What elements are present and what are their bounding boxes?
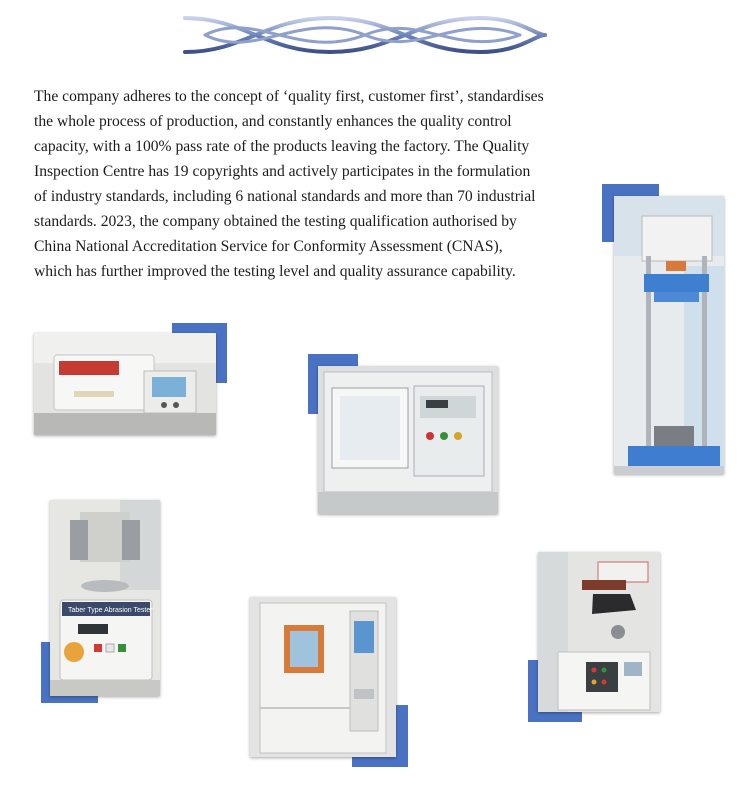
climate-test-chamber-image — [250, 597, 396, 757]
electrical-test-cabinet-image — [318, 366, 498, 514]
photo-color-fastness-tester — [34, 333, 216, 435]
photo-shoe-flex-tester — [538, 552, 660, 712]
intro-paragraph: The company adheres to the concept of ‘quality first, customer first’, standardises the whole process of production, and constantly enhances the quality control capacity, with a 100% pass rate of the products leaving the factory. The Quality Inspection Centre has 19 copyrights and actively participates in the formulation of industry standards, including 6 national standards and more than 70 industrial standards. 2023, the company obtained the testing qualification authorised by China National Accreditation Service for Conformity Assessment (CNAS), which has further improved the testing level and quality assurance capability. — [34, 88, 544, 280]
taber-plate-label: Taber Type Abrasion Tester — [68, 607, 153, 614]
color-fastness-tester-image — [34, 333, 216, 435]
rope-ornament — [0, 0, 750, 70]
taber-abrasion-tester-image — [50, 500, 160, 696]
photo-climate-test-chamber — [250, 597, 396, 757]
drop-tester-image — [614, 196, 724, 474]
photo-electrical-test-cabinet — [318, 366, 498, 514]
photo-drop-tester — [614, 196, 724, 474]
photo-taber-abrasion-tester — [50, 500, 160, 696]
shoe-flex-tester-image — [538, 552, 660, 712]
